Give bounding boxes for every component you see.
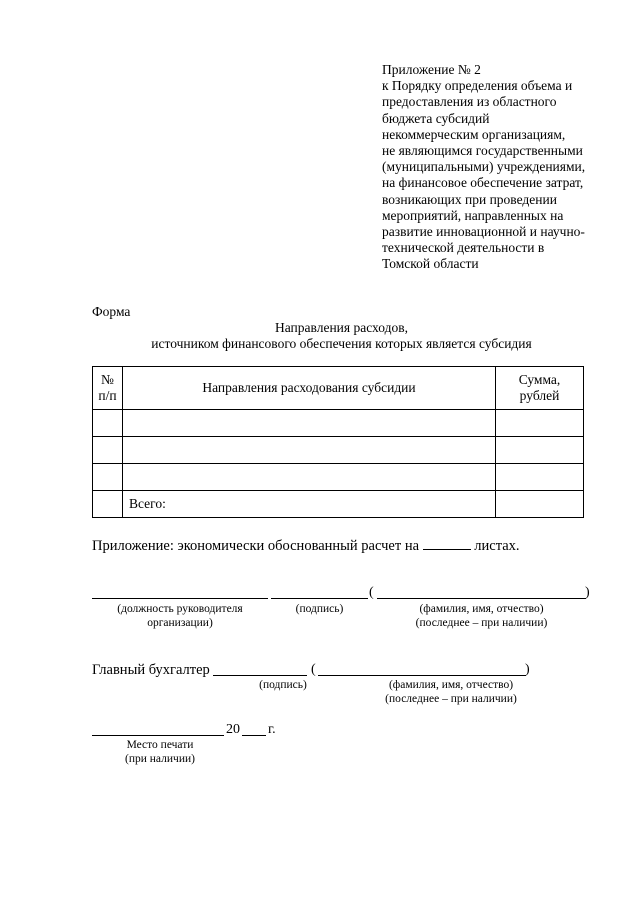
- appendix-line: развитие инновационной и научно-: [382, 224, 585, 240]
- form-label: Форма: [92, 304, 131, 319]
- header-number-abbr: п/п: [98, 388, 117, 403]
- appendix-line: Томской области: [382, 256, 479, 272]
- appendix-line: на финансовое обеспечение затрат,: [382, 175, 584, 191]
- year-blank-line[interactable]: [242, 735, 266, 736]
- table-row: [93, 437, 584, 464]
- table-row: [93, 464, 584, 491]
- row-direction-cell[interactable]: [123, 464, 496, 491]
- row-sum-cell[interactable]: [496, 410, 584, 437]
- open-paren: (: [311, 662, 316, 677]
- year-prefix: 20: [226, 722, 240, 737]
- caption-accountant-signature: (подпись): [259, 679, 307, 691]
- stamp-caption-line2: (при наличии): [125, 753, 195, 765]
- total-sum-cell[interactable]: [496, 491, 584, 518]
- sheet-count-blank[interactable]: [423, 538, 471, 550]
- row-direction-cell[interactable]: [123, 410, 496, 437]
- appendix-line: некоммерческим организациям,: [382, 126, 566, 142]
- close-paren: ): [585, 585, 590, 600]
- chief-accountant-label: Главный бухгалтер: [92, 662, 210, 678]
- expenses-table: [92, 366, 584, 518]
- row-sum-cell[interactable]: [496, 464, 584, 491]
- table-total-row: [93, 491, 584, 518]
- form-title-line1: Направления расходов,: [274, 320, 408, 335]
- year-suffix: г.: [268, 722, 276, 737]
- attachment-note: [92, 538, 520, 555]
- head-name-blank-line[interactable]: [377, 598, 586, 599]
- appendix-line: Приложение № 2: [382, 62, 481, 77]
- total-number-cell: [93, 491, 123, 518]
- date-blank-line[interactable]: [92, 735, 224, 736]
- caption-accountant-name-line2: (последнее – при наличии): [385, 693, 517, 705]
- header-sum-line2: рублей: [519, 388, 560, 403]
- caption-position-line1: (должность руководителя: [117, 603, 243, 615]
- header-sum-line1: Сумма,: [518, 372, 561, 387]
- caption-head-name-line1: (фамилия, имя, отчество): [419, 603, 544, 615]
- caption-accountant-name-line1: (фамилия, имя, отчество): [388, 679, 514, 691]
- head-signature-blank-line[interactable]: [271, 598, 368, 599]
- appendix-line: предоставления из областного: [382, 94, 557, 110]
- accountant-signature-blank-line[interactable]: [213, 675, 307, 676]
- open-paren: (: [369, 585, 374, 600]
- appendix-line: возникающих при проведении: [382, 191, 557, 207]
- caption-position-line2: организации): [147, 617, 213, 629]
- appendix-line: не являющимся государственными: [382, 143, 583, 159]
- appendix-line: бюджета субсидий: [382, 110, 490, 126]
- caption-position: [92, 602, 268, 630]
- appendix-line: (муниципальными) учреждениями,: [382, 159, 586, 175]
- caption-head-name: [377, 602, 586, 630]
- appendix-line: мероприятий, направленных на: [382, 207, 564, 223]
- attachment-suffix: листах.: [474, 538, 520, 554]
- appendix-heading: [382, 62, 622, 273]
- attachment-prefix: Приложение: экономически обоснованный расчет на: [92, 538, 420, 554]
- caption-head-name-line2: (последнее – при наличии): [415, 617, 548, 629]
- row-number-cell[interactable]: [93, 437, 123, 464]
- stamp-caption-line1: Место печати: [126, 739, 194, 751]
- close-paren: ): [525, 662, 530, 677]
- row-sum-cell[interactable]: [496, 437, 584, 464]
- row-number-cell[interactable]: [93, 410, 123, 437]
- caption-head-signature: (подпись): [295, 603, 344, 615]
- table-header-row: [93, 367, 584, 410]
- row-direction-cell[interactable]: [123, 437, 496, 464]
- accountant-name-blank-line[interactable]: [318, 675, 526, 676]
- header-direction: Направления расходования субсидии: [123, 367, 496, 410]
- position-blank-line[interactable]: [92, 598, 268, 599]
- header-number-symbol: №: [101, 372, 114, 387]
- row-number-cell[interactable]: [93, 464, 123, 491]
- header-sum: [496, 367, 584, 410]
- form-title-line2: источником финансового обеспечения которых является субсидия: [151, 336, 532, 351]
- header-number: [93, 367, 123, 410]
- appendix-line: технической деятельности в: [382, 240, 545, 256]
- stamp-caption: [100, 738, 220, 766]
- total-label: Всего:: [123, 491, 496, 518]
- table-row: [93, 410, 584, 437]
- caption-accountant-name: [347, 678, 555, 706]
- appendix-line: к Порядку определения объема и: [382, 78, 573, 94]
